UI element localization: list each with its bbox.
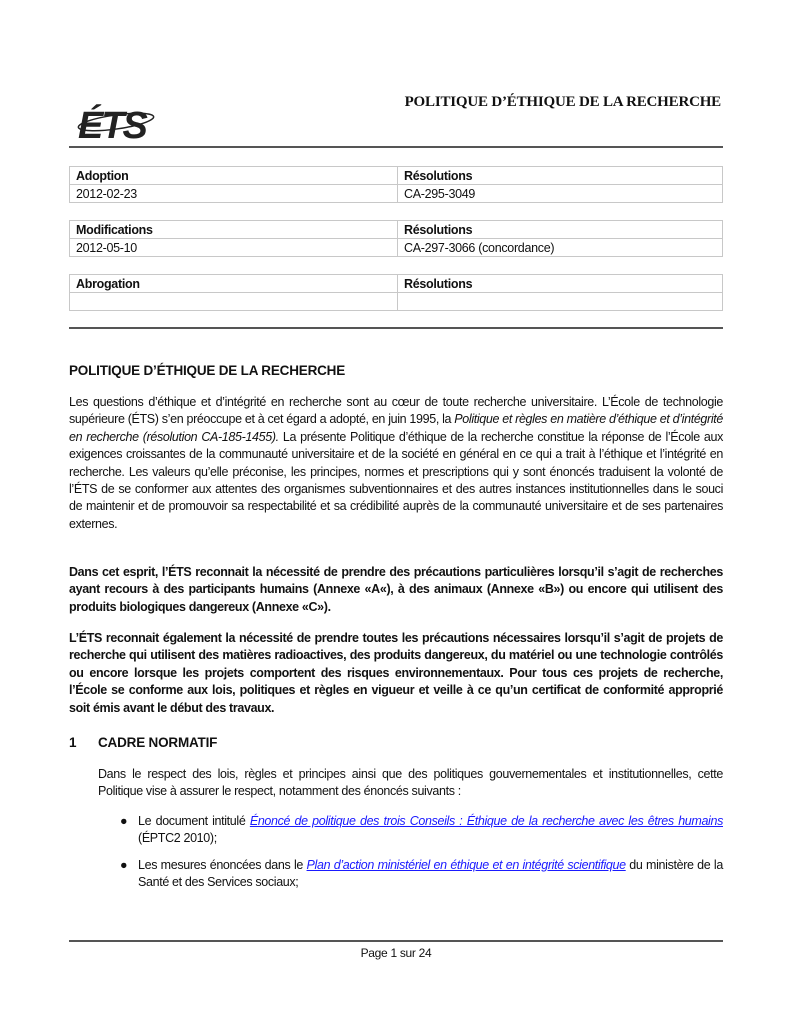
intro-paragraph	[69, 394, 723, 533]
list-item	[120, 813, 723, 848]
table-cell	[398, 293, 723, 311]
table-cell: CA-295-3049	[398, 185, 723, 203]
adoption-table	[69, 166, 723, 203]
footer-divider	[69, 940, 723, 942]
section-heading-text: CADRE NORMATIF	[98, 735, 218, 750]
table-cell: 2012-02-23	[70, 185, 398, 203]
table-cell: 2012-05-10	[70, 239, 398, 257]
table-cell: CA-297-3066 (concordance)	[398, 239, 723, 257]
page-number: Page 1 sur 24	[360, 946, 432, 960]
list-item-text: du ministère de la Santé et des Services sociaux;	[138, 858, 723, 890]
section-title: POLITIQUE D’ÉTHIQUE DE LA RECHERCHE	[69, 363, 346, 378]
table-header: Modifications	[70, 221, 398, 239]
table-header: Résolutions	[398, 167, 723, 185]
bullet-icon: ●	[120, 858, 128, 872]
list-item-text: Le document intitulé	[138, 814, 250, 828]
bold-paragraph-2: L’ÉTS reconnait également la nécessité de prendre toutes les précautions nécessaires lorsqu’il s’agit de projets de recherche qui utilisent des matières radioactives, des produits dangereux, du matériel ou une technologie contrôlés ou encore lorsque les projets comportent des risques environnementaux. Pour tous ces projets de recherche, l’École se conforme aux lois, politiques et règles en vigueur et veille à ce qu’un certificat de conformité approprié soit émis avant le début des travaux.	[69, 631, 723, 715]
table-header: Résolutions	[398, 275, 723, 293]
list-item-text: (ÉPTC2 2010);	[138, 831, 217, 846]
bullet-icon: ●	[120, 814, 128, 828]
eptc2-link[interactable]: Énoncé de politique des trois Conseils : Éthique de la recherche avec les êtres humains	[249, 814, 723, 828]
intro-text: La présente Politique d’éthique de la recherche constitue la réponse de l’École aux exigences croissantes de la communauté universitaire et de la société en général en ce qui a trait à l’éthique et l’intégrité en recherche. Les valeurs qu’elle préconise, les principes, normes et prescriptions qui y sont énoncés traduisent la volonté de l’ÉTS de se conformer aux attentes des organismes subventionnaires et des autres instances institutionnelles dans le souci de maintenir et de promouvoir sa respectabilité et sa crédibilité auprès de la communauté universitaire et de ses partenaires externes.	[69, 429, 723, 531]
list-item-text: Les mesures énoncées dans le	[138, 858, 307, 872]
section-1-heading	[69, 734, 723, 751]
section-number: 1	[69, 735, 77, 750]
section-1-intro: Dans le respect des lois, règles et principes ainsi que des politiques gouvernementales et institutionnelles, cette Politique vise à assurer le respect, notamment des énoncés suivants :	[98, 767, 723, 799]
table-header: Résolutions	[398, 221, 723, 239]
intro-text: Les questions d’éthique et d’intégrité en recherche sont au cœur de toute recherche universitaire. L’École de technologie supérieure (ÉTS) s’en préoccupe et à cet égard a adopté, en juin 1995, la	[69, 395, 723, 427]
abrogation-table	[69, 274, 723, 311]
modifications-table	[69, 220, 723, 257]
intro-italic-text: Politique et règles en matière d’éthique et d’intégrité en recherche (résolution CA-185-1455).	[69, 412, 723, 444]
ets-logo	[74, 98, 156, 142]
bold-paragraph-1: Dans cet esprit, l’ÉTS reconnait la nécessité de prendre des précautions particulières lorsqu’il s’agit de recherches ayant recours à des participants humains (Annexe «A«), à des animaux (Annexe «B») ou encore qui utilisent des produits biologiques dangereux (Annexe «C»).	[69, 565, 723, 614]
table-cell	[70, 293, 398, 311]
document-header-title: POLITIQUE D’ÉTHIQUE DE LA RECHERCHE	[404, 94, 721, 110]
table-header: Adoption	[70, 167, 398, 185]
header-divider	[69, 146, 723, 148]
table-divider	[69, 327, 723, 329]
list-item	[120, 857, 723, 892]
table-header: Abrogation	[70, 275, 398, 293]
plan-action-link[interactable]: Plan d’action ministériel en éthique et en intégrité scientifique	[306, 858, 626, 872]
svg-text:ÉTS: ÉTS	[78, 105, 146, 142]
